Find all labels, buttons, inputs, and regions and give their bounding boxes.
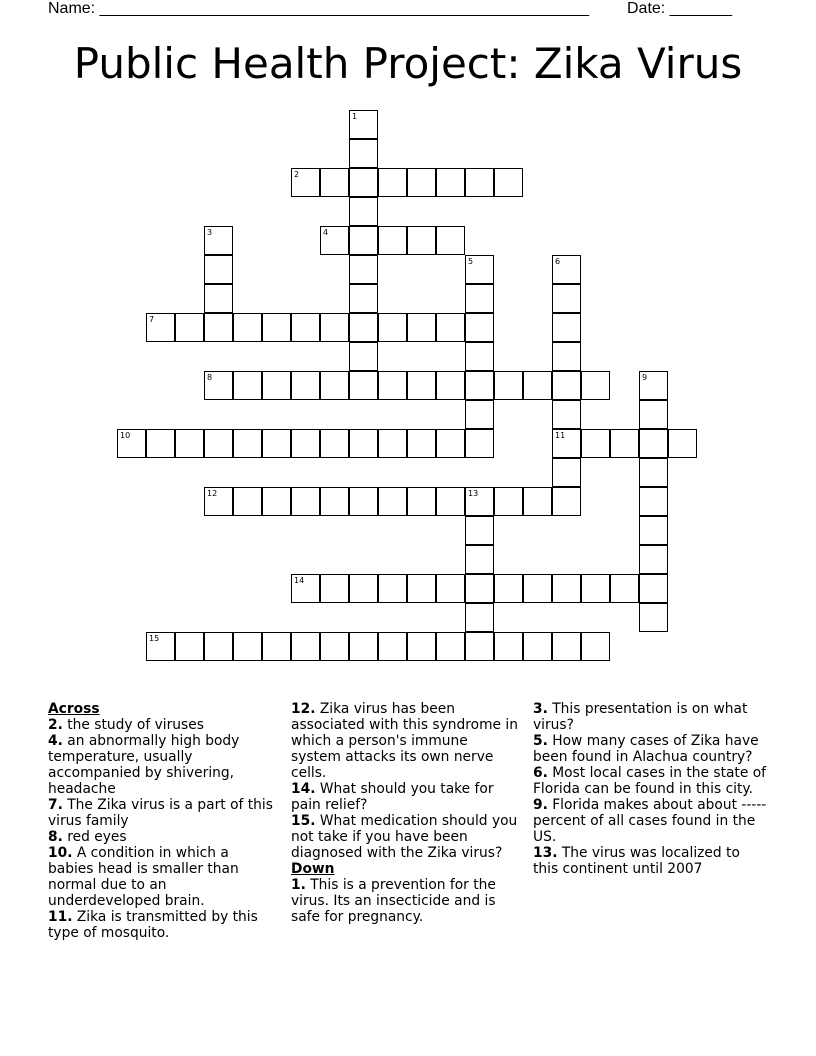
grid-cell[interactable] bbox=[552, 487, 581, 516]
cell-number: 3 bbox=[207, 228, 213, 237]
grid-cell[interactable] bbox=[494, 168, 523, 197]
grid-cell[interactable] bbox=[320, 487, 349, 516]
grid-cell[interactable] bbox=[639, 545, 668, 574]
grid-cell[interactable] bbox=[175, 429, 204, 458]
grid-cell[interactable] bbox=[291, 574, 320, 603]
grid-cell[interactable] bbox=[204, 313, 233, 342]
grid-cell[interactable] bbox=[320, 226, 349, 255]
clue-down-1: 1. This is a prevention for the virus. Its an insecticide and is safe for pregnancy. bbox=[291, 877, 496, 925]
grid-cell[interactable] bbox=[349, 139, 378, 168]
grid-cell[interactable] bbox=[436, 487, 465, 516]
grid-cell[interactable] bbox=[552, 632, 581, 661]
grid-cell[interactable] bbox=[146, 429, 175, 458]
grid-cell[interactable] bbox=[465, 168, 494, 197]
grid-cell[interactable] bbox=[465, 574, 494, 603]
grid-cell[interactable] bbox=[494, 487, 523, 516]
grid-cell[interactable] bbox=[668, 429, 697, 458]
grid-cell[interactable] bbox=[581, 574, 610, 603]
grid-cell[interactable] bbox=[407, 371, 436, 400]
grid-cell[interactable] bbox=[552, 342, 581, 371]
grid-cell[interactable] bbox=[407, 574, 436, 603]
grid-cell[interactable] bbox=[552, 458, 581, 487]
grid-cell[interactable] bbox=[320, 632, 349, 661]
grid-cell[interactable] bbox=[552, 429, 581, 458]
grid-cell[interactable] bbox=[610, 574, 639, 603]
grid-cell[interactable] bbox=[465, 371, 494, 400]
grid-cell[interactable] bbox=[639, 400, 668, 429]
grid-cell[interactable] bbox=[523, 487, 552, 516]
grid-cell[interactable] bbox=[349, 632, 378, 661]
grid-cell[interactable] bbox=[378, 487, 407, 516]
cell-number: 11 bbox=[555, 431, 566, 440]
grid-cell[interactable] bbox=[262, 487, 291, 516]
grid-cell[interactable] bbox=[552, 371, 581, 400]
cell-number: 8 bbox=[207, 373, 213, 382]
grid-cell[interactable] bbox=[262, 371, 291, 400]
clue-across-7: 7. The Zika virus is a part of this virus family bbox=[48, 797, 273, 829]
grid-cell[interactable] bbox=[639, 429, 668, 458]
cell-number: 14 bbox=[294, 576, 305, 585]
grid-cell[interactable] bbox=[436, 226, 465, 255]
grid-cell[interactable] bbox=[204, 487, 233, 516]
cell-number: 5 bbox=[468, 257, 474, 266]
grid-cell[interactable] bbox=[407, 313, 436, 342]
grid-cell[interactable] bbox=[349, 226, 378, 255]
grid-cell[interactable] bbox=[349, 342, 378, 371]
grid-cell[interactable] bbox=[204, 255, 233, 284]
clue-across-15: 15. What medication should you not take if you have been diagnosed with the Zika virus? bbox=[291, 813, 518, 861]
name-label: Name: _______________________________________________________ bbox=[48, 0, 589, 17]
grid-cell[interactable] bbox=[581, 632, 610, 661]
grid-cell[interactable] bbox=[407, 226, 436, 255]
grid-cell[interactable] bbox=[552, 313, 581, 342]
grid-cell[interactable] bbox=[494, 632, 523, 661]
grid-cell[interactable] bbox=[436, 429, 465, 458]
grid-cell[interactable] bbox=[349, 313, 378, 342]
grid-cell[interactable] bbox=[639, 487, 668, 516]
grid-cell[interactable] bbox=[233, 371, 262, 400]
cell-number: 2 bbox=[294, 170, 300, 179]
grid-cell[interactable] bbox=[523, 632, 552, 661]
grid-cell[interactable] bbox=[349, 429, 378, 458]
cell-number: 6 bbox=[555, 257, 561, 266]
date-label: Date: _______ bbox=[627, 0, 732, 17]
grid-cell[interactable] bbox=[291, 313, 320, 342]
clue-across-4: 4. an abnormally high body temperature, usually accompanied by shivering, headache bbox=[48, 733, 240, 797]
grid-cell[interactable] bbox=[320, 429, 349, 458]
grid-cell[interactable] bbox=[523, 574, 552, 603]
cell-number: 9 bbox=[642, 373, 648, 382]
clue-across-12: 12. Zika virus has been associated with this syndrome in which a person's immune system attacks its own nerve cells. bbox=[291, 701, 518, 781]
clue-across-10: 10. A condition in which a babies head is smaller than normal due to an underdeveloped brain. bbox=[48, 845, 239, 909]
clue-across-14: 14. What should you take for pain relief? bbox=[291, 781, 494, 813]
cell-number: 7 bbox=[149, 315, 155, 324]
grid-cell[interactable] bbox=[233, 487, 262, 516]
grid-cell[interactable] bbox=[436, 168, 465, 197]
cell-number: 13 bbox=[468, 489, 479, 498]
grid-cell[interactable] bbox=[320, 371, 349, 400]
grid-cell[interactable] bbox=[581, 371, 610, 400]
clues-column-3 bbox=[533, 701, 769, 877]
grid-cell[interactable] bbox=[552, 284, 581, 313]
grid-cell[interactable] bbox=[465, 516, 494, 545]
grid-cell[interactable] bbox=[378, 429, 407, 458]
grid-cell[interactable] bbox=[262, 632, 291, 661]
grid-cell[interactable] bbox=[465, 255, 494, 284]
grid-cell[interactable] bbox=[378, 226, 407, 255]
clue-down-9: 9. Florida makes about about ----- percent of all cases found in the US. bbox=[533, 797, 767, 845]
grid-cell[interactable] bbox=[465, 284, 494, 313]
grid-cell[interactable] bbox=[639, 371, 668, 400]
grid-cell[interactable] bbox=[494, 574, 523, 603]
grid-cell[interactable] bbox=[436, 371, 465, 400]
grid-cell[interactable] bbox=[610, 429, 639, 458]
grid-cell[interactable] bbox=[407, 429, 436, 458]
cell-number: 4 bbox=[323, 228, 329, 237]
grid-cell[interactable] bbox=[552, 400, 581, 429]
grid-cell[interactable] bbox=[291, 632, 320, 661]
cell-number: 1 bbox=[352, 112, 358, 121]
clue-down-3: 3. This presentation is on what virus? bbox=[533, 701, 748, 733]
grid-cell[interactable] bbox=[291, 429, 320, 458]
grid-cell[interactable] bbox=[175, 632, 204, 661]
grid-cell[interactable] bbox=[552, 255, 581, 284]
page-title: Public Health Project: Zika Virus bbox=[73, 39, 743, 88]
grid-cell[interactable] bbox=[639, 458, 668, 487]
grid-cell[interactable] bbox=[407, 632, 436, 661]
grid-cell[interactable] bbox=[320, 313, 349, 342]
grid-cell[interactable] bbox=[378, 632, 407, 661]
grid-cell[interactable] bbox=[639, 574, 668, 603]
grid-cell[interactable] bbox=[465, 545, 494, 574]
grid-cell[interactable] bbox=[204, 284, 233, 313]
grid-cell[interactable] bbox=[204, 429, 233, 458]
clue-down-6: 6. Most local cases in the state of Florida can be found in this city. bbox=[533, 765, 767, 797]
grid-cell[interactable] bbox=[349, 371, 378, 400]
grid-cell[interactable] bbox=[407, 487, 436, 516]
grid-cell[interactable] bbox=[378, 168, 407, 197]
grid-cell[interactable] bbox=[465, 632, 494, 661]
grid-cell[interactable] bbox=[465, 603, 494, 632]
grid-cell[interactable] bbox=[407, 168, 436, 197]
grid-cell[interactable] bbox=[378, 371, 407, 400]
grid-cell[interactable] bbox=[349, 197, 378, 226]
grid-cell[interactable] bbox=[320, 574, 349, 603]
grid-cell[interactable] bbox=[349, 168, 378, 197]
clue-down-5: 5. How many cases of Zika have been found in Alachua country? bbox=[533, 733, 759, 765]
grid-cell[interactable] bbox=[436, 632, 465, 661]
grid-cell[interactable] bbox=[581, 429, 610, 458]
grid-cell[interactable] bbox=[233, 429, 262, 458]
clues-column-1 bbox=[48, 701, 276, 941]
grid-cell[interactable] bbox=[349, 110, 378, 139]
grid-cell[interactable] bbox=[639, 603, 668, 632]
grid-cell[interactable] bbox=[436, 574, 465, 603]
across-heading: Across bbox=[48, 701, 100, 717]
grid-cell[interactable] bbox=[233, 632, 262, 661]
grid-cell[interactable] bbox=[349, 574, 378, 603]
grid-cell[interactable] bbox=[291, 487, 320, 516]
grid-cell[interactable] bbox=[378, 313, 407, 342]
grid-cell[interactable] bbox=[465, 313, 494, 342]
grid-cell[interactable] bbox=[204, 632, 233, 661]
grid-cell[interactable] bbox=[291, 371, 320, 400]
grid-cell[interactable] bbox=[465, 342, 494, 371]
grid-cell[interactable] bbox=[552, 574, 581, 603]
clue-across-8: 8. red eyes bbox=[48, 829, 127, 845]
grid-cell[interactable] bbox=[465, 487, 494, 516]
down-heading: Down bbox=[291, 861, 335, 877]
clue-across-2: 2. the study of viruses bbox=[48, 717, 204, 733]
grid-cell[interactable] bbox=[204, 226, 233, 255]
grid-cell[interactable] bbox=[175, 313, 204, 342]
grid-cell[interactable] bbox=[436, 313, 465, 342]
grid-cell[interactable] bbox=[349, 255, 378, 284]
grid-cell[interactable] bbox=[378, 574, 407, 603]
grid-cell[interactable] bbox=[262, 313, 291, 342]
grid-cell[interactable] bbox=[117, 429, 146, 458]
grid-cell[interactable] bbox=[349, 284, 378, 313]
grid-cell[interactable] bbox=[494, 371, 523, 400]
grid-cell[interactable] bbox=[262, 429, 291, 458]
grid-cell[interactable] bbox=[523, 371, 552, 400]
grid-cell[interactable] bbox=[146, 632, 175, 661]
grid-cell[interactable] bbox=[349, 487, 378, 516]
grid-cell[interactable] bbox=[639, 516, 668, 545]
grid-cell[interactable] bbox=[320, 168, 349, 197]
grid-cell[interactable] bbox=[204, 371, 233, 400]
grid-cell[interactable] bbox=[291, 168, 320, 197]
grid-cell[interactable] bbox=[146, 313, 175, 342]
clue-down-13: 13. The virus was localized to this continent until 2007 bbox=[533, 845, 740, 877]
grid-cell[interactable] bbox=[465, 400, 494, 429]
clue-across-11: 11. Zika is transmitted by this type of mosquito. bbox=[48, 909, 258, 941]
cell-number: 15 bbox=[149, 634, 160, 643]
grid-cell[interactable] bbox=[465, 429, 494, 458]
grid-cell[interactable] bbox=[233, 313, 262, 342]
cell-number: 12 bbox=[207, 489, 218, 498]
clues-column-2 bbox=[291, 701, 519, 925]
cell-number: 10 bbox=[120, 431, 131, 440]
